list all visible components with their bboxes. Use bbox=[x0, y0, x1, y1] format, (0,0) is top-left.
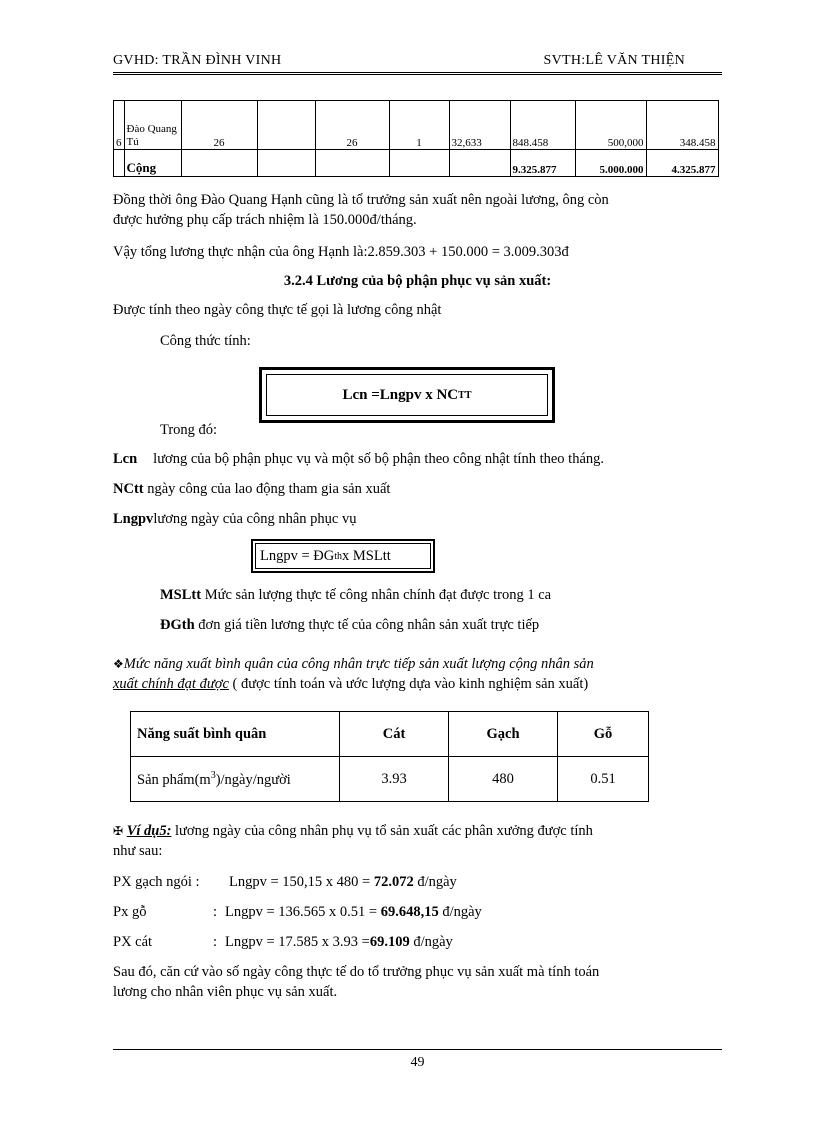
paragraph: Vậy tổng lương thực nhận của ông Hạnh là:2.859.303 + 150.000 = 3.009.303đ bbox=[113, 244, 569, 260]
cell: 348.458 bbox=[646, 101, 718, 150]
cell-gach: 480 bbox=[449, 757, 558, 802]
cell-name: Đào Quang Tú bbox=[124, 101, 181, 150]
diamond-bullet-icon: ❖ bbox=[113, 657, 124, 671]
paragraph: Được tính theo ngày công thực tế gọi là lương công nhật bbox=[113, 302, 442, 318]
cell: 500,000 bbox=[575, 101, 646, 150]
section-title: 3.2.4 Lương của bộ phận phục vụ sản xuất: bbox=[283, 273, 552, 289]
cell: 848.458 bbox=[510, 101, 575, 150]
cell-total: 9.325.877 bbox=[510, 150, 575, 177]
table-row bbox=[131, 757, 649, 802]
header-cell: Năng suất bình quân bbox=[131, 712, 340, 757]
definition-lcn: Lcn lương của bộ phận phục vụ và một số bộ phận theo công nhật tính theo tháng. bbox=[113, 451, 605, 467]
cell bbox=[257, 101, 315, 150]
formula-label: Công thức tính: bbox=[160, 333, 251, 349]
definition-dgth: ĐGth đơn giá tiền lương thực tế của công nhân sản xuất trực tiếp bbox=[160, 617, 540, 633]
cross-bullet-icon: ✠ bbox=[113, 824, 124, 838]
productivity-table bbox=[130, 711, 649, 802]
footer-rule bbox=[113, 1049, 722, 1050]
cell: 26 bbox=[315, 101, 389, 150]
cell bbox=[389, 150, 449, 177]
paragraph: Đồng thời ông Đào Quang Hạnh cũng là tổ trưởng sản xuất nên ngoài lương, ông còn được hưởng phụ cấp trách nhiệm là 150.000đ/tháng. bbox=[113, 192, 609, 228]
table-row bbox=[114, 101, 719, 150]
formula-lcn: Lcn =Lngpv x NC TT bbox=[266, 374, 548, 416]
cell-stt: 6 bbox=[114, 101, 125, 150]
header-cell: Cát bbox=[340, 712, 449, 757]
example-paragraph: ✠ Ví dụ5: lương ngày của công nhân phụ vụ tổ sản xuất các phân xưởng được tính như sau: bbox=[113, 823, 593, 859]
cell: 1 bbox=[389, 101, 449, 150]
header-rule-2 bbox=[113, 74, 722, 75]
table-header-row bbox=[131, 712, 649, 757]
cell-cat: 3.93 bbox=[340, 757, 449, 802]
where-label: Trong đó: bbox=[160, 422, 218, 438]
page-number: 49 bbox=[410, 1055, 425, 1070]
salary-table bbox=[113, 100, 719, 177]
bullet-paragraph: ❖Mức năng xuất bình quân của công nhân trực tiếp sản xuất lượng cộng nhân sản xuất chính đạt được ( được tính toán và ước lượng dựa vào kinh nghiệm sản xuất) bbox=[113, 656, 594, 692]
calc-cat: PX cát : Lngpv = 17.585 x 3.93 =69.109 đ/ngày bbox=[113, 934, 453, 950]
calc-gach: PX gạch ngói : Lngpv = 150,15 x 480 = 72.072 đ/ngày bbox=[113, 874, 457, 890]
row-label: Sản $phẩm(m^3)/ngày$/người bbox=[131, 757, 340, 802]
cell bbox=[257, 150, 315, 177]
cell-go: 0.51 bbox=[558, 757, 649, 802]
formula-box bbox=[259, 367, 555, 423]
formula-box-2 bbox=[251, 539, 435, 573]
definition-msltt: MSLtt Mức sản lượng thực tế công nhân chính đạt được trong 1 ca bbox=[160, 587, 552, 603]
closing-paragraph: Sau đó, căn cứ vào số ngày công thực tế do tổ trưởng phục vụ sản xuất mà tính toán lương cho nhân viên phục vụ sản xuất. bbox=[113, 964, 600, 1000]
cell: 26 bbox=[181, 101, 257, 150]
header-cell: Gạch bbox=[449, 712, 558, 757]
header-student: SVTH:LÊ VĂN THIỆN bbox=[543, 53, 685, 68]
calc-go: Px gỗ : Lngpv = 136.565 x 0.51 = 69.648,15 đ/ngày bbox=[113, 904, 482, 920]
cell bbox=[114, 150, 125, 177]
cell-total-label: Cộng bbox=[124, 150, 181, 177]
definition-lngpv: Lngpvlương ngày của công nhân phục vụ bbox=[113, 511, 357, 527]
header-supervisor: GVHD: TRẦN ĐÌNH VINH bbox=[113, 53, 282, 68]
cell-total: 5.000.000 bbox=[575, 150, 646, 177]
cell bbox=[315, 150, 389, 177]
cell bbox=[449, 150, 510, 177]
formula-lngpv: Lngpv = ĐG th x MSLtt bbox=[255, 543, 431, 569]
header-rule bbox=[113, 72, 722, 73]
cell bbox=[181, 150, 257, 177]
cell: 32,633 bbox=[449, 101, 510, 150]
table-total-row bbox=[114, 150, 719, 177]
cell-total: 4.325.877 bbox=[646, 150, 718, 177]
header-cell: Gỗ bbox=[558, 712, 649, 757]
definition-nctt: NCtt ngày công của lao động tham gia sản xuất bbox=[113, 481, 391, 497]
